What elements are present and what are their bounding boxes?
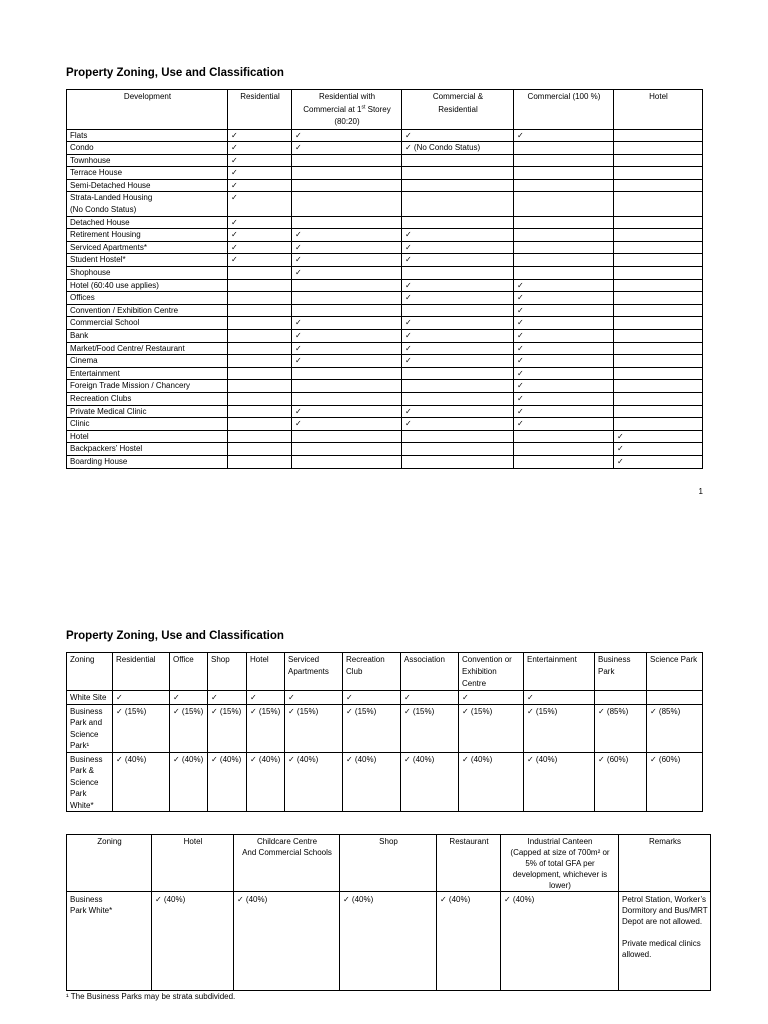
table-cell <box>292 455 402 468</box>
table-cell <box>292 154 402 167</box>
table-cell: ✓ <box>228 179 292 192</box>
table-cell <box>228 304 292 317</box>
table-cell: ✓ <box>614 430 703 443</box>
table-cell: ✓ <box>402 129 514 142</box>
table-cell: ✓ <box>285 691 343 705</box>
table-cell: ✓ (No Condo Status) <box>402 142 514 155</box>
table-cell: ✓ <box>402 355 514 368</box>
table-row <box>67 691 703 705</box>
table-cell: ✓ <box>292 405 402 418</box>
table-row <box>67 430 703 443</box>
header-line: Restaurant <box>449 837 489 846</box>
table-cell: ✓ <box>113 691 170 705</box>
business-park-white-table <box>66 834 711 991</box>
table-cell: ✓ (40%) <box>524 752 595 812</box>
table-cell: ✓ (40%) <box>343 752 401 812</box>
page-title: Property Zoning, Use and Classification <box>66 67 284 79</box>
table-cell <box>228 342 292 355</box>
table-cell: ✓ <box>228 129 292 142</box>
zoning-quota-table <box>66 652 703 812</box>
row-label: Student Hostel* <box>67 254 228 267</box>
table-row <box>67 229 703 242</box>
table-cell <box>614 330 703 343</box>
table-cell: ✓ <box>228 241 292 254</box>
column-header <box>619 835 711 892</box>
table-cell <box>228 430 292 443</box>
table-cell: ✓ <box>402 418 514 431</box>
table-cell <box>292 292 402 305</box>
table-cell: ✓ <box>228 216 292 229</box>
table-cell: ✓ <box>228 142 292 155</box>
header-line: Commercial (100 %) <box>527 92 601 101</box>
table-cell: ✓ <box>614 443 703 456</box>
table-cell: ✓ (40%) <box>152 892 234 991</box>
table-cell <box>514 443 614 456</box>
table-cell <box>402 455 514 468</box>
table-cell: ✓ <box>402 229 514 242</box>
table-row <box>67 254 703 267</box>
table-cell: ✓ <box>292 355 402 368</box>
header-line: (Capped at size of 700m² or <box>510 848 610 857</box>
table-cell <box>614 418 703 431</box>
table-row <box>67 192 703 216</box>
remarks-cell <box>619 892 711 991</box>
row-label: Cinema <box>67 355 228 368</box>
table-cell: ✓ <box>292 254 402 267</box>
table-cell <box>614 129 703 142</box>
table-cell: ✓ (40%) <box>170 752 208 812</box>
table-cell: ✓ (15%) <box>247 704 285 752</box>
table-cell: ✓ <box>514 380 614 393</box>
row-label: Backpackers’ Hostel <box>67 443 228 456</box>
table-cell: ✓ <box>614 455 703 468</box>
table-row <box>67 279 703 292</box>
table-cell: ✓ <box>402 254 514 267</box>
table-cell <box>514 216 614 229</box>
table-cell <box>402 304 514 317</box>
header-line: Hotel <box>183 837 203 846</box>
table-cell <box>228 443 292 456</box>
table-row <box>67 267 703 280</box>
table-cell <box>402 267 514 280</box>
row-label: Boarding House <box>67 455 228 468</box>
row-label: Flats <box>67 129 228 142</box>
table-cell: ✓ <box>514 292 614 305</box>
row-label: Market/Food Centre/ Restaurant <box>67 342 228 355</box>
header-line: Remarks <box>648 837 681 846</box>
table-cell <box>402 192 514 216</box>
column-header: Zoning <box>67 653 113 691</box>
table-cell <box>514 229 614 242</box>
table-cell: ✓ (85%) <box>595 704 647 752</box>
table-cell <box>402 430 514 443</box>
table-cell: ✓ <box>514 418 614 431</box>
table-cell: ✓ (40%) <box>501 892 619 991</box>
table-cell: ✓ (15%) <box>285 704 343 752</box>
table-row <box>67 405 703 418</box>
column-header: Hotel <box>247 653 285 691</box>
table-row <box>67 154 703 167</box>
zoning-label: White Site <box>67 691 113 705</box>
table-cell <box>614 254 703 267</box>
table-cell: ✓ (40%) <box>340 892 437 991</box>
column-header <box>402 90 514 130</box>
table-row <box>67 367 703 380</box>
table-row <box>67 392 703 405</box>
table-cell <box>402 179 514 192</box>
table-cell <box>402 443 514 456</box>
table-cell: ✓ <box>514 355 614 368</box>
header-line: Commercial & <box>432 92 484 101</box>
table-cell: ✓ <box>228 254 292 267</box>
table-cell: ✓ <box>514 330 614 343</box>
table-cell: ✓ <box>524 691 595 705</box>
row-label: Clinic <box>67 418 228 431</box>
table-cell <box>292 367 402 380</box>
table-cell <box>614 304 703 317</box>
table-cell: ✓ <box>402 279 514 292</box>
header-line: Zoning <box>97 837 122 846</box>
table-cell <box>292 304 402 317</box>
table-row <box>67 892 711 991</box>
table-row <box>67 167 703 180</box>
table-cell: ✓ <box>292 241 402 254</box>
table-cell: ✓ (60%) <box>595 752 647 812</box>
table-cell: ✓ <box>514 129 614 142</box>
table-cell <box>228 392 292 405</box>
table-cell: ✓ <box>402 317 514 330</box>
row-label: Detached House <box>67 216 228 229</box>
table-cell <box>292 279 402 292</box>
table-cell <box>402 154 514 167</box>
column-header <box>292 90 402 130</box>
table-cell <box>228 279 292 292</box>
table-cell <box>614 229 703 242</box>
table-row <box>67 216 703 229</box>
zoning-label: Business Park & Science Park White* <box>67 752 113 812</box>
table-cell <box>292 430 402 443</box>
header-line: Industrial Canteen <box>527 837 593 846</box>
zoning-label: Business Park White* <box>67 892 152 991</box>
table-cell <box>614 355 703 368</box>
header-line: Development <box>123 92 172 101</box>
row-label: Townhouse <box>67 154 228 167</box>
column-header: Convention or Exhibition Centre <box>459 653 524 691</box>
header-line: Hotel <box>649 92 668 101</box>
table-cell: ✓ (15%) <box>459 704 524 752</box>
table-cell: ✓ <box>514 304 614 317</box>
remark-text: Private medical clinics allowed. <box>622 939 701 959</box>
table-cell: ✓ (40%) <box>113 752 170 812</box>
table-cell: ✓ <box>292 129 402 142</box>
table-row <box>67 304 703 317</box>
table-cell <box>514 179 614 192</box>
table-cell: ✓ <box>514 392 614 405</box>
row-label: Serviced Apartments* <box>67 241 228 254</box>
table-cell <box>228 405 292 418</box>
table-cell: ✓ (15%) <box>208 704 247 752</box>
table-cell <box>514 267 614 280</box>
column-header <box>67 835 152 892</box>
table-cell <box>614 267 703 280</box>
remark-text: Petrol Station, Worker’s Dormitory and Bus/MRT Depot are not allowed. <box>622 895 708 926</box>
table-cell: ✓ <box>292 267 402 280</box>
table-row <box>67 752 703 812</box>
row-label: Private Medical Clinic <box>67 405 228 418</box>
table-cell <box>514 192 614 216</box>
column-header <box>437 835 501 892</box>
row-label: Offices <box>67 292 228 305</box>
zoning-label: Business Park and Science Park¹ <box>67 704 113 752</box>
table-cell: ✓ <box>228 229 292 242</box>
row-label: Shophouse <box>67 267 228 280</box>
table-cell: ✓ <box>514 367 614 380</box>
table-row <box>67 418 703 431</box>
row-label: Entertainment <box>67 367 228 380</box>
table-cell: ✓ <box>292 342 402 355</box>
row-label: Strata-Landed Housing (No Condo Status) <box>67 192 228 216</box>
table-row <box>67 443 703 456</box>
table-cell <box>402 167 514 180</box>
table-cell <box>614 392 703 405</box>
table-cell: ✓ (15%) <box>113 704 170 752</box>
table-cell <box>228 355 292 368</box>
table-cell <box>228 455 292 468</box>
table-cell: ✓ <box>514 317 614 330</box>
table-cell: ✓ <box>170 691 208 705</box>
table-row <box>67 241 703 254</box>
table-cell <box>402 216 514 229</box>
table-cell <box>292 380 402 393</box>
header-line: Shop <box>379 837 398 846</box>
column-header: Association <box>401 653 459 691</box>
table-cell <box>614 179 703 192</box>
table-cell: ✓ (15%) <box>343 704 401 752</box>
table-cell <box>228 418 292 431</box>
table-cell: ✓ <box>292 317 402 330</box>
page-number: 1 <box>698 487 703 496</box>
column-header: Recreation Club <box>343 653 401 691</box>
table-cell: ✓ <box>401 691 459 705</box>
row-label: Retirement Housing <box>67 229 228 242</box>
table-cell <box>292 179 402 192</box>
header-line: Childcare Centre <box>256 837 318 846</box>
column-header: Residential <box>113 653 170 691</box>
footnote: ¹ The Business Parks may be strata subdivided. <box>66 992 236 1001</box>
table-cell <box>402 367 514 380</box>
table-cell <box>228 330 292 343</box>
table-cell: ✓ (40%) <box>247 752 285 812</box>
table-cell: ✓ (40%) <box>208 752 247 812</box>
table-cell <box>514 254 614 267</box>
table-cell <box>614 380 703 393</box>
table-cell <box>595 691 647 705</box>
table-cell: ✓ <box>459 691 524 705</box>
header-line: Residential with <box>318 92 376 101</box>
table-cell: ✓ (15%) <box>524 704 595 752</box>
table-cell: ✓ (15%) <box>170 704 208 752</box>
table-cell: ✓ <box>402 330 514 343</box>
table-cell <box>514 154 614 167</box>
table-cell: ✓ <box>208 691 247 705</box>
column-header: Science Park <box>647 653 703 691</box>
table-cell <box>614 279 703 292</box>
header-line: 5% of total GFA per <box>525 859 595 868</box>
table-cell: ✓ <box>514 405 614 418</box>
table-cell <box>614 367 703 380</box>
table-cell: ✓ <box>402 405 514 418</box>
table-cell: ✓ (40%) <box>234 892 340 991</box>
row-label: Recreation Clubs <box>67 392 228 405</box>
table-cell: ✓ <box>402 342 514 355</box>
column-header <box>152 835 234 892</box>
table-cell: ✓ (40%) <box>459 752 524 812</box>
column-header: Business Park <box>595 653 647 691</box>
header-line: Commercial at 1st Storey <box>303 103 391 114</box>
table-row <box>67 317 703 330</box>
header-line: lower) <box>549 881 571 890</box>
header-line: development, whichever is <box>512 870 608 879</box>
row-label: Hotel <box>67 430 228 443</box>
header-line: (80:20) <box>334 117 360 126</box>
table-cell: ✓ <box>228 167 292 180</box>
column-header <box>67 90 228 130</box>
table-cell <box>228 267 292 280</box>
table-cell: ✓ <box>343 691 401 705</box>
page-title: Property Zoning, Use and Classification <box>66 630 284 642</box>
table-cell: ✓ <box>292 418 402 431</box>
table-cell: ✓ <box>292 330 402 343</box>
table-cell <box>292 443 402 456</box>
table-row <box>67 292 703 305</box>
header-line: And Commercial Schools <box>242 848 332 857</box>
table-cell: ✓ <box>228 154 292 167</box>
table-cell: ✓ <box>292 229 402 242</box>
table-row <box>67 380 703 393</box>
table-cell: ✓ <box>514 279 614 292</box>
column-header: Office <box>170 653 208 691</box>
table-cell <box>514 241 614 254</box>
table-cell <box>228 292 292 305</box>
table-row <box>67 129 703 142</box>
row-label: Commercial School <box>67 317 228 330</box>
column-header <box>228 90 292 130</box>
table-row <box>67 179 703 192</box>
row-label: Semi-Detached House <box>67 179 228 192</box>
table-cell <box>614 154 703 167</box>
table-cell <box>402 380 514 393</box>
table-cell <box>614 241 703 254</box>
table-cell: ✓ <box>402 292 514 305</box>
table-row <box>67 330 703 343</box>
table-cell <box>228 380 292 393</box>
table-cell: ✓ (85%) <box>647 704 703 752</box>
column-header <box>340 835 437 892</box>
column-header: Shop <box>208 653 247 691</box>
row-label: Foreign Trade Mission / Chancery <box>67 380 228 393</box>
table-cell <box>228 317 292 330</box>
table-cell <box>402 392 514 405</box>
row-label: Condo <box>67 142 228 155</box>
table-cell <box>614 405 703 418</box>
table-cell <box>292 167 402 180</box>
table-cell <box>292 192 402 216</box>
header-line: Residential <box>240 92 280 101</box>
table-cell <box>614 216 703 229</box>
table-cell: ✓ <box>402 241 514 254</box>
table-cell <box>514 430 614 443</box>
table-cell <box>614 167 703 180</box>
table-cell <box>614 192 703 216</box>
row-label: Hotel (60:40 use applies) <box>67 279 228 292</box>
table-cell <box>514 142 614 155</box>
column-header <box>234 835 340 892</box>
row-label: Convention / Exhibition Centre <box>67 304 228 317</box>
table-cell <box>514 167 614 180</box>
column-header <box>614 90 703 130</box>
table-row <box>67 342 703 355</box>
table-cell <box>614 142 703 155</box>
table-row <box>67 704 703 752</box>
table-cell <box>614 292 703 305</box>
table-cell: ✓ <box>292 142 402 155</box>
table-cell <box>514 455 614 468</box>
table-cell: ✓ (15%) <box>401 704 459 752</box>
table-cell: ✓ (40%) <box>401 752 459 812</box>
table-row <box>67 455 703 468</box>
table-cell <box>647 691 703 705</box>
column-header: Entertainment <box>524 653 595 691</box>
table-cell <box>292 216 402 229</box>
table-cell: ✓ <box>228 192 292 216</box>
row-label: Bank <box>67 330 228 343</box>
row-label: Terrace House <box>67 167 228 180</box>
header-line: Residential <box>438 104 478 114</box>
table-cell <box>614 317 703 330</box>
table-cell <box>292 392 402 405</box>
development-zoning-table <box>66 89 703 469</box>
table-cell: ✓ (60%) <box>647 752 703 812</box>
table-cell: ✓ <box>514 342 614 355</box>
table-cell: ✓ (40%) <box>285 752 343 812</box>
table-row <box>67 355 703 368</box>
table-cell: ✓ <box>247 691 285 705</box>
column-header: Serviced Apartments <box>285 653 343 691</box>
table-cell: ✓ (40%) <box>437 892 501 991</box>
table-cell <box>228 367 292 380</box>
column-header <box>501 835 619 892</box>
table-cell <box>614 342 703 355</box>
column-header <box>514 90 614 130</box>
table-row <box>67 142 703 155</box>
